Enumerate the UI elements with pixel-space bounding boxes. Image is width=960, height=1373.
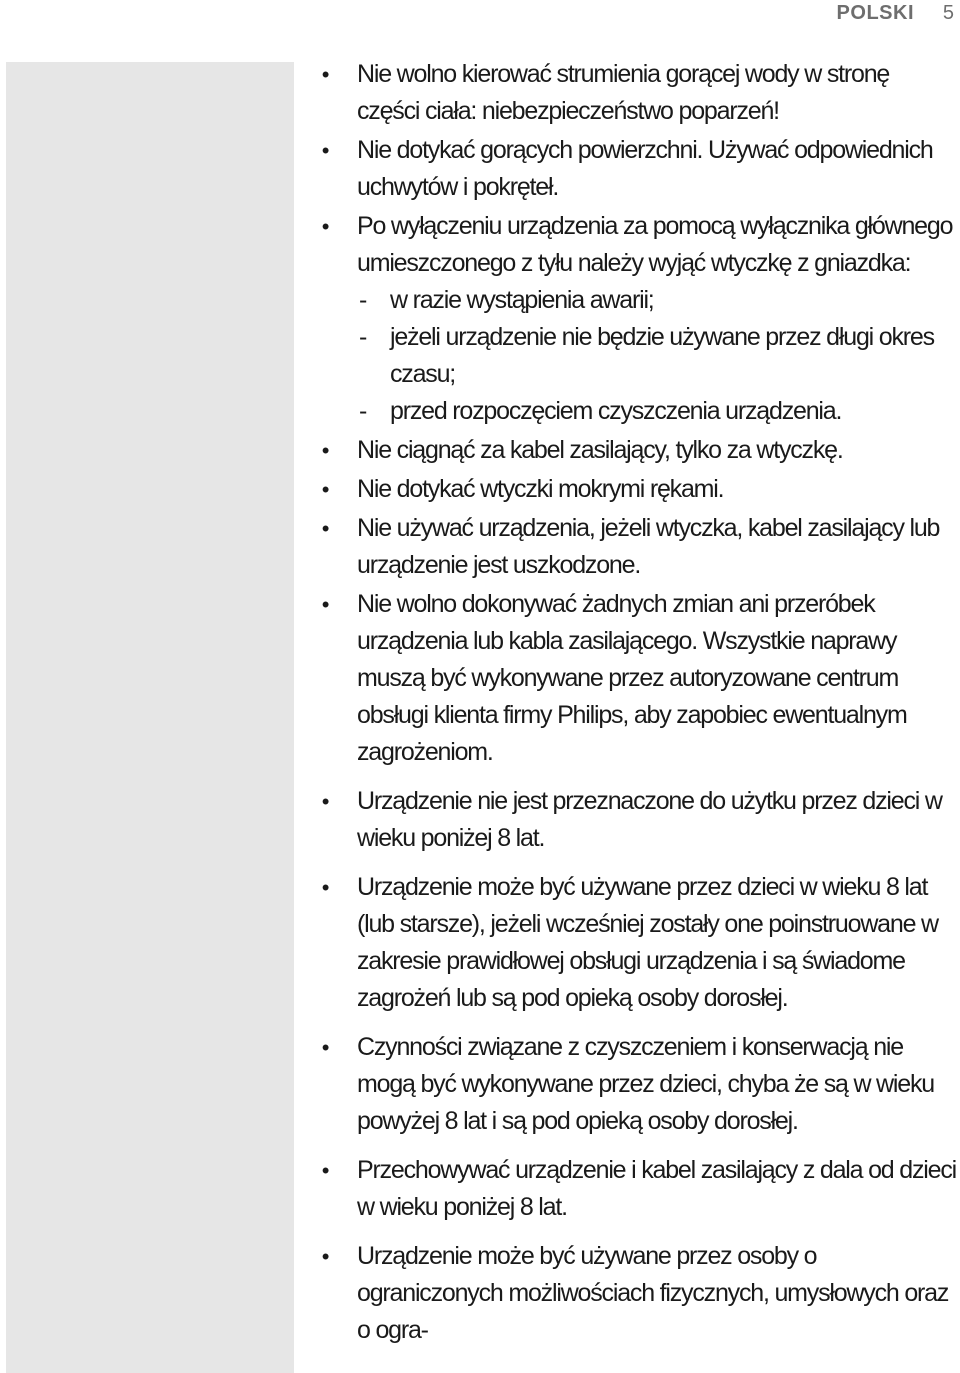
sub-list-item: [357, 282, 957, 319]
item-text: Urządzenie może być używane przez osoby o ograniczonych możliwościach fizycznych, umysłowych oraz o ogra-: [357, 1242, 949, 1344]
item-text: Nie dotykać wtyczki mokrymi rękami.: [357, 475, 724, 503]
instruction-list: [312, 56, 957, 1349]
bullet-icon: •: [321, 214, 329, 239]
list-item: [312, 783, 957, 857]
list-item: [312, 208, 957, 430]
bullet-icon: •: [321, 477, 329, 502]
item-text: Urządzenie nie jest przeznaczone do użytku przez dzieci w wieku poniżej 8 lat.: [357, 787, 942, 852]
item-text: Po wyłączeniu urządzenia za pomocą wyłącznika głównego umieszczonego z tyłu należy wyjąć wtyczkę z gniazdka:: [357, 212, 953, 277]
bullet-icon: •: [321, 1035, 329, 1060]
language-label: POLSKI: [836, 2, 914, 24]
list-item: [312, 471, 957, 508]
list-item: [312, 56, 957, 130]
bullet-icon: •: [321, 789, 329, 814]
item-text: Nie ciągnąć za kabel zasilający, tylko za wtyczkę.: [357, 436, 843, 464]
page-header: [0, 0, 960, 26]
bullet-icon: •: [321, 1244, 329, 1269]
list-item: [312, 869, 957, 1017]
item-text: Urządzenie może być używane przez dzieci w wieku 8 lat (lub starsze), jeżeli wcześniej zostały one poinstruowane w zakresie prawidłowej obsługi urządzenia i są świadome zagrożeń lub są pod opieką osoby dorosłej.: [357, 873, 938, 1012]
dash-icon: -: [359, 323, 367, 351]
list-item: [312, 1238, 957, 1349]
bullet-icon: •: [321, 62, 329, 87]
sidebar-panel: [6, 62, 294, 1373]
sub-item-text: jeżeli urządzenie nie będzie używane przez długi okres czasu;: [390, 323, 934, 388]
list-item: [312, 132, 957, 206]
bullet-icon: •: [321, 1158, 329, 1183]
dash-icon: -: [359, 286, 367, 314]
list-item: [312, 586, 957, 771]
item-text: Czynności związane z czyszczeniem i konserwacją nie mogą być wykonywane przez dzieci, chyba że są w wieku powyżej 8 lat i są pod opieką osoby dorosłej.: [357, 1033, 934, 1135]
safety-instructions: [312, 56, 957, 1351]
bullet-icon: •: [321, 516, 329, 541]
item-text: Nie wolno dokonywać żadnych zmian ani przeróbek urządzenia lub kabla zasilającego. Wszystkie naprawy muszą być wykonywane przez autoryzowane centrum obsługi klienta firmy Philips, aby zapobiec ewentualnym zagrożeniom.: [357, 590, 907, 766]
item-text: Nie używać urządzenia, jeżeli wtyczka, kabel zasilający lub urządzenie jest uszkodzone.: [357, 514, 940, 579]
sub-item-text: w razie wystąpienia awarii;: [390, 286, 654, 314]
item-text: Nie dotykać gorących powierzchni. Używać odpowiednich uchwytów i pokręteł.: [357, 136, 933, 201]
item-text: Nie wolno kierować strumienia gorącej wody w stronę części ciała: niebezpieczeństwo poparzeń!: [357, 60, 890, 125]
item-text: Przechowywać urządzenie i kabel zasilający z dala od dzieci w wieku poniżej 8 lat.: [357, 1156, 956, 1221]
page-number: 5: [942, 2, 954, 24]
sub-list: [357, 282, 957, 430]
bullet-icon: •: [321, 875, 329, 900]
bullet-icon: •: [321, 138, 329, 163]
list-item: [312, 1029, 957, 1140]
list-item: [312, 432, 957, 469]
sub-item-text: przed rozpoczęciem czyszczenia urządzenia.: [390, 397, 842, 425]
sub-list-item: [357, 319, 957, 393]
bullet-icon: •: [321, 438, 329, 463]
sub-list-item: [357, 393, 957, 430]
dash-icon: -: [359, 397, 367, 425]
list-item: [312, 510, 957, 584]
bullet-icon: •: [321, 592, 329, 617]
list-item: [312, 1152, 957, 1226]
